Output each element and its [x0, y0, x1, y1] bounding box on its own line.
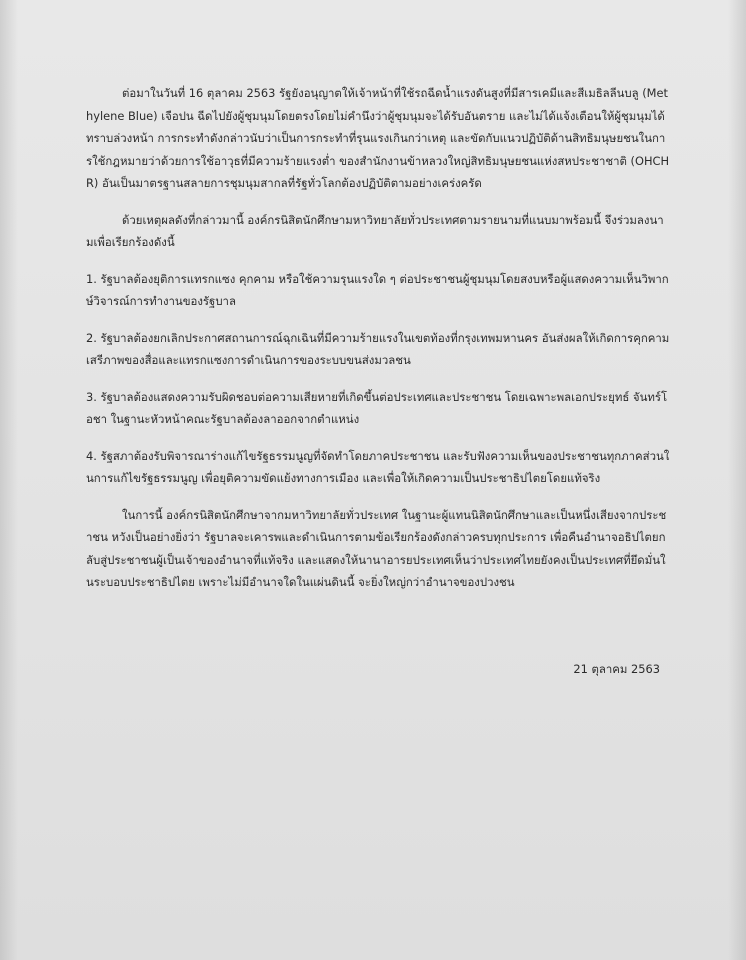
demand-item-3: 3. รัฐบาลต้องแสดงความรับผิดชอบต่อความเสียหายที่เกิดขึ้นต่อประเทศและประชาชน โดยเฉพาะพลเอกประยุทธ์ จันทร์โอชา ในฐานะหัวหน้าคณะรัฐบาลต้องลาออกจากตำแหน่ง: [86, 389, 668, 426]
closing-paragraph: ในการนี้ องค์กรนิสิตนักศึกษาจากมหาวิทยาลัยทั่วประเทศ ในฐานะผู้แทนนิสิตนักศึกษาและเป็นหนึ่งเสียงจากประชาชน หวังเป็นอย่างยิ่งว่า รัฐบาลจะเคารพและดำเนินการตามข้อเรียกร้องดังกล่าวครบทุกประการ เพื่อคืนอำนาจอธิปไตยกลับสู่ประชาชนผู้เป็นเจ้าของอำนาจที่แท้จริง และแสดงให้นานาอารยประเทศเห็นว่าประเทศไทยยังคงเป็นประเทศที่ยึดมั่นในระบอบประชาธิปไตย เพราะไม่มีอำนาจใดในแผ่นดินนี้ จะยิ่งใหญ่กว่าอำนาจของปวงชน: [86, 507, 667, 589]
page-edge-shadow-left: [0, 0, 18, 960]
reason-paragraph: ด้วยเหตุผลดังที่กล่าวมานี้ องค์กรนิสิตนักศึกษามหาวิทยาลัยทั่วประเทศตามรายนามที่แนบมาพร้อมนี้ จึงร่วมลงนามเพื่อเรียกร้องดังนี้: [86, 212, 664, 249]
intro-paragraph: ต่อมาในวันที่ 16 ตุลาคม 2563 รัฐยังอนุญาตให้เจ้าหน้าที่ใช้รถฉีดน้ำแรงดันสูงที่มีสารเคมีและสีเมธิลลีนบลู (Methylene Blue) เจือปน ฉีดไปยังผู้ชุมนุมโดยตรงโดยไม่คำนึงว่าผู้ชุมนุมจะได้รับอันตราย และไม่ได้แจ้งเตือนให้ผู้ชุมนุมได้ทราบล่วงหน้า การกระทำดังกล่าวนับว่าเป็นการกระทำที่รุนแรงเกินกว่าเหตุ และขัดกับแนวปฏิบัติด้านสิทธิมนุษยชนในการใช้กฎหมายว่าด้วยการใช้อาวุธที่มีความร้ายแรงต่ำ ของสำนักงานข้าหลวงใหญ่สิทธิมนุษยชนแห่งสหประชาชาติ (OHCHR) อันเป็นมาตรฐานสลายการชุมนุมสากลที่รัฐทั่วโลกต้องปฏิบัติตามอย่างเคร่งครัด: [86, 86, 670, 190]
demands-list: [86, 268, 670, 490]
demand-item-4: 4. รัฐสภาต้องรับพิจารณาร่างแก้ไขรัฐธรรมนูญที่จัดทำโดยภาคประชาชน และรับฟังความเห็นของประชาชนทุกภาคส่วนในการแก้ไขรัฐธรรมนูญ เพื่อยุติความขัดแย้งทางการเมือง และเพื่อให้เกิดความเป็นประชาธิปไตยโดยแท้จริง: [86, 448, 670, 485]
demand-item-2: 2. รัฐบาลต้องยกเลิกประกาศสถานการณ์ฉุกเฉินที่มีความร้ายแรงในเขตท้องที่กรุงเทพมหานคร อันส่งผลให้เกิดการคุกคามเสรีภาพของสื่อและแทรกแซงการดำเนินการของระบบขนส่งมวลชน: [86, 330, 670, 367]
document-date: 21 ตุลาคม 2563: [573, 662, 660, 676]
document-body: [86, 82, 670, 608]
page-edge-shadow-right: [728, 0, 746, 960]
demand-item-1: 1. รัฐบาลต้องยุติการแทรกแซง คุกคาม หรือใช้ความรุนแรงใด ๆ ต่อประชาชนผู้ชุมนุมโดยสงบหรือผู้แสดงความเห็นวิพากษ์วิจารณ์การทำงานของรัฐบาล: [86, 271, 669, 308]
